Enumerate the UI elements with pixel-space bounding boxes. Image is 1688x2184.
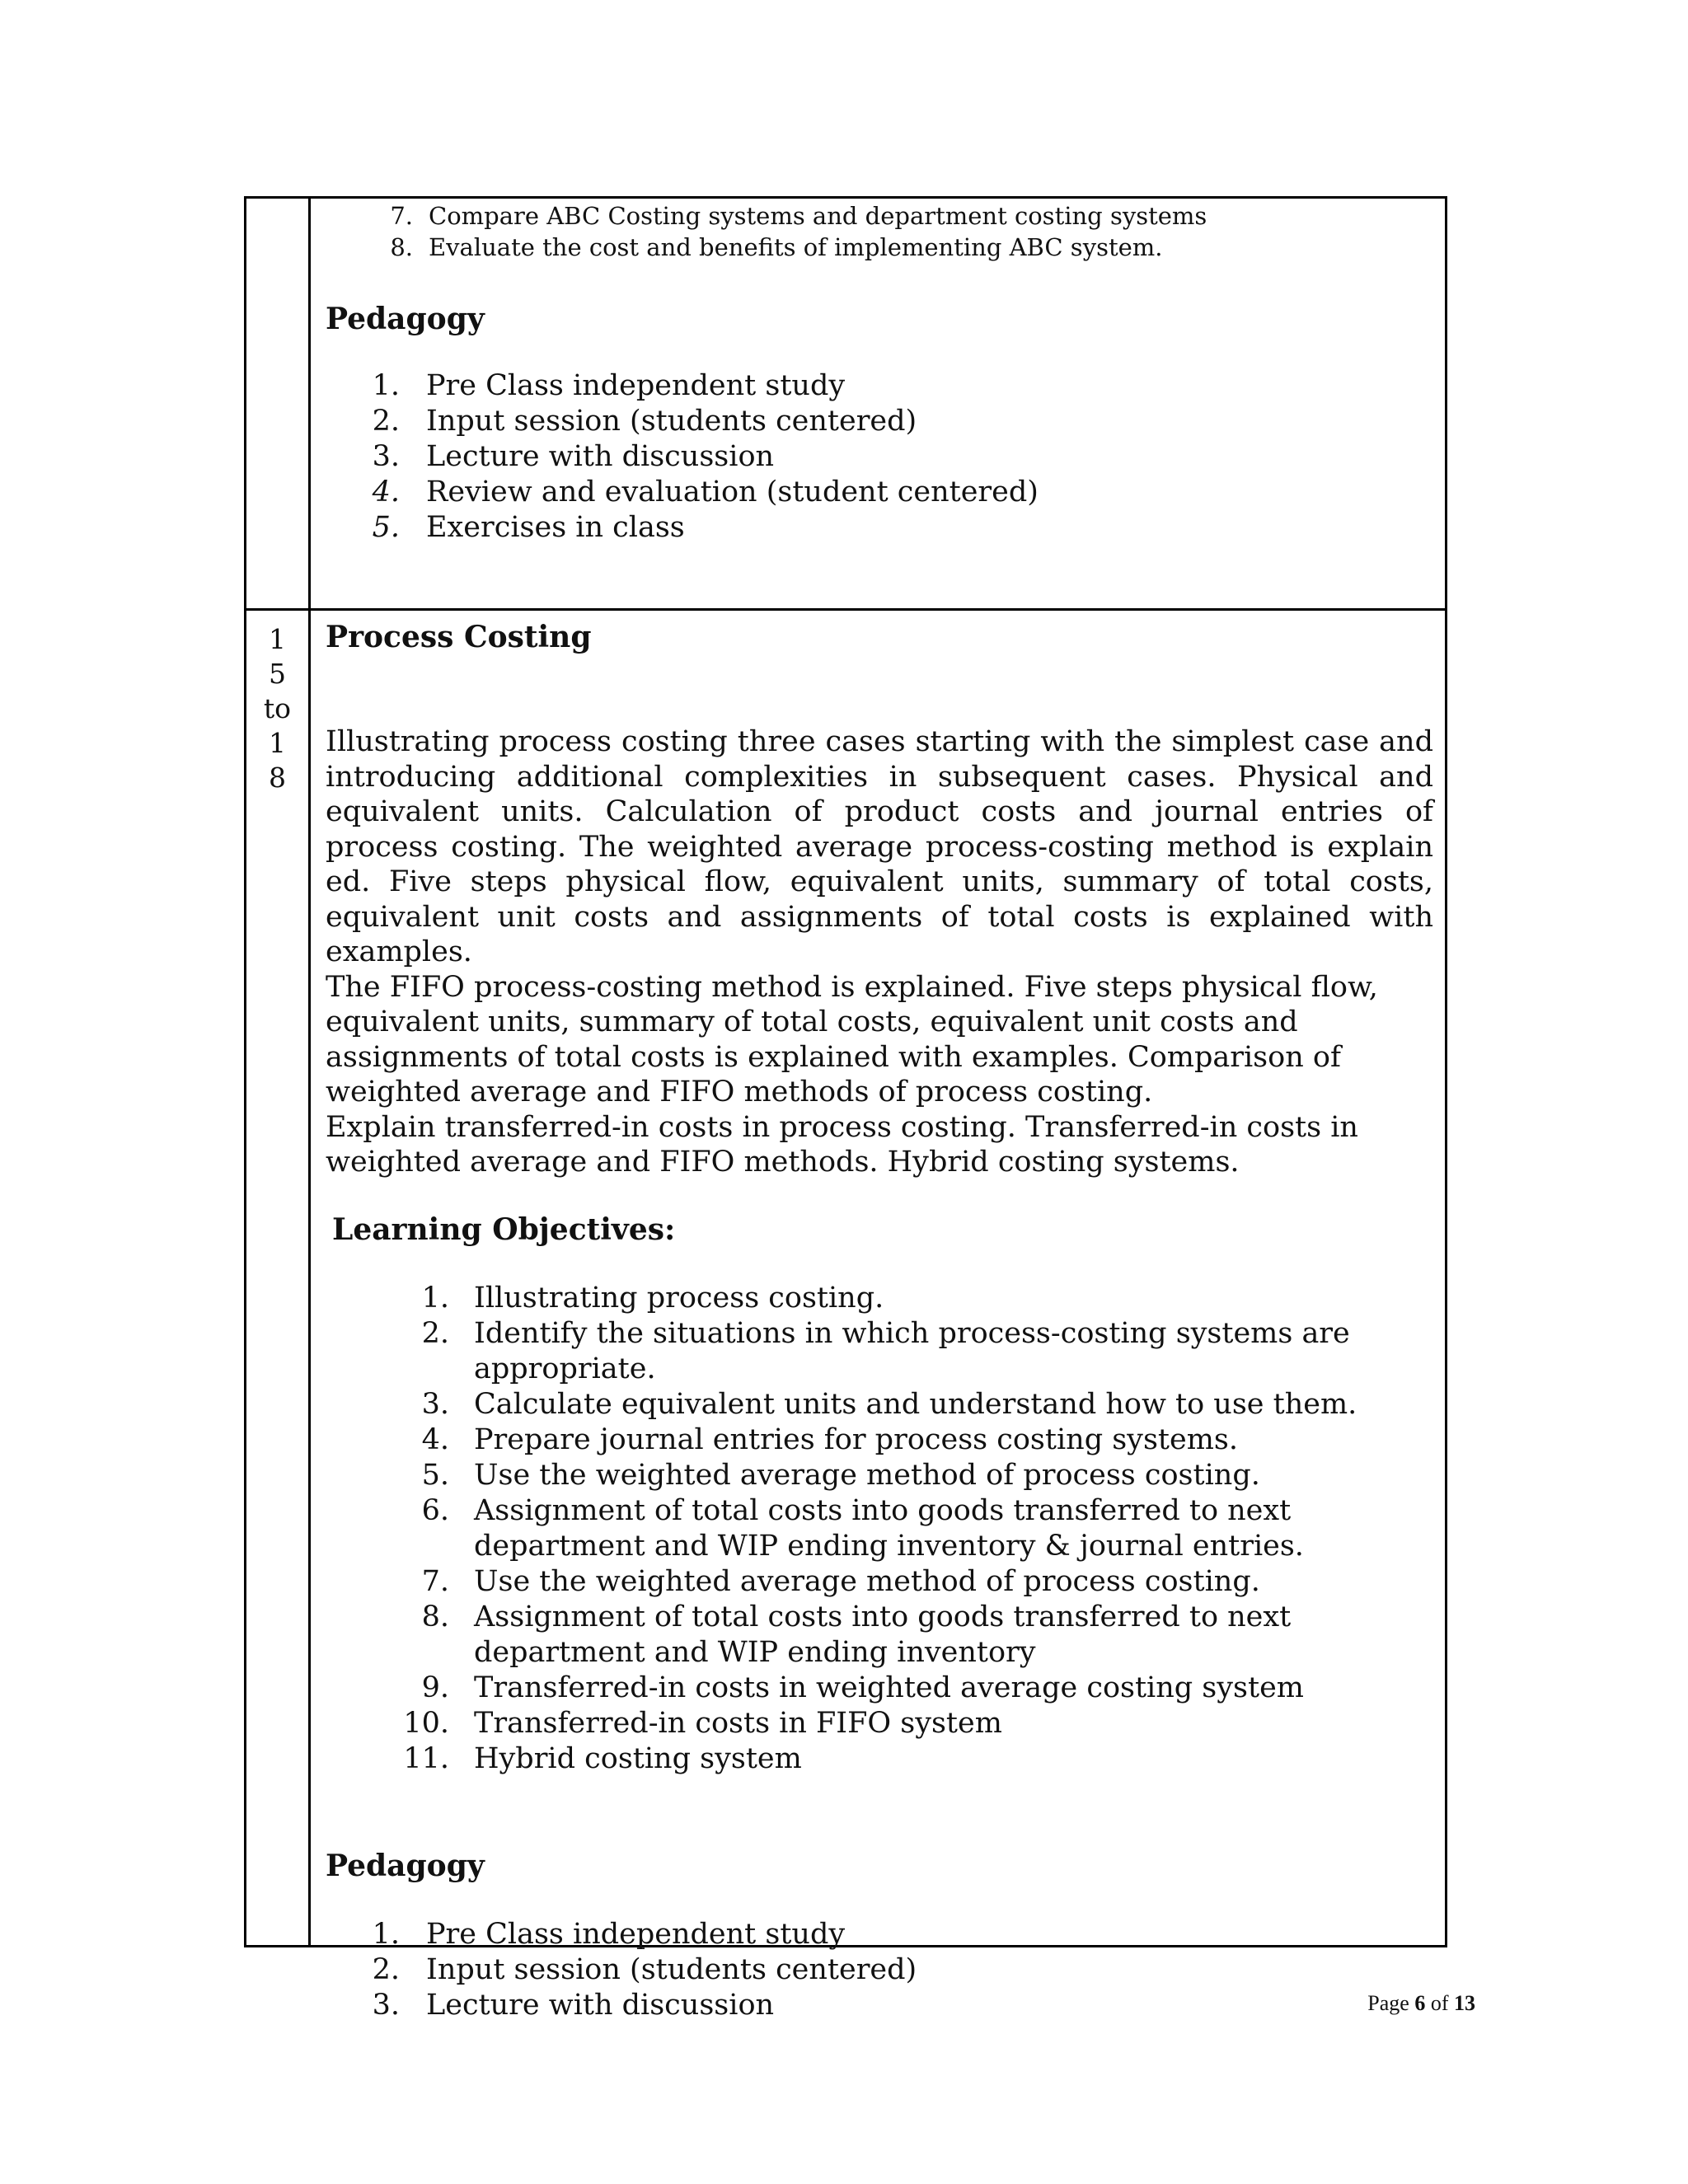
- continued-objectives-list: [326, 200, 1433, 263]
- description-paragraph: The FIFO process-costing method is explained. Five steps physical flow, equivalent units, summary of total costs, equivalent unit costs and assignments of total costs is explained with examples. Comparison of weighted average and FIFO methods of process costing.: [326, 970, 1378, 1108]
- list-item: 3. Lecture with discussion: [372, 440, 775, 473]
- list-item: 3. Lecture with discussion: [372, 1988, 775, 2022]
- pedagogy-list: [326, 368, 1433, 546]
- page-number: Page 6 of 13: [1367, 1991, 1475, 2015]
- list-item: 1. Illustrating process costing.: [421, 1281, 884, 1315]
- list-item: 7. Use the weighted average method of process costing.: [421, 1564, 1260, 1598]
- list-item: 4. Prepare journal entries for process costing systems.: [421, 1422, 1238, 1456]
- list-item: 9. Transferred-in costs in weighted average costing system: [421, 1671, 1304, 1704]
- column-divider: [308, 611, 311, 1945]
- list-item: 7. Compare ABC Costing systems and department costing systems: [390, 202, 1207, 230]
- description-paragraph: Explain transferred-in costs in process costing. Transferred-in costs in weighted average and FIFO methods. Hybrid costing systems.: [326, 1110, 1358, 1179]
- table-row-continued: [244, 196, 1447, 611]
- row-content: [326, 199, 1433, 546]
- list-item: 6. Assignment of total costs into goods transferred to next department and WIP ending inventory & journal entries.: [421, 1493, 1304, 1563]
- list-item: 5. Exercises in class: [372, 511, 685, 544]
- list-item: 5. Use the weighted average method of process costing.: [421, 1458, 1260, 1492]
- learning-objectives-heading: Learning Objectives:: [332, 1212, 676, 1247]
- list-item: 4. Review and evaluation (student centered): [372, 476, 1039, 509]
- list-item: 2. Input session (students centered): [372, 405, 917, 438]
- list-item: 2. Input session (students centered): [372, 1952, 917, 1986]
- list-item: 8. Assignment of total costs into goods transferred to next department and WIP ending inventory: [421, 1600, 1292, 1669]
- list-item: 8. Evaluate the cost and benefits of implementing ABC system.: [390, 233, 1163, 261]
- pedagogy-heading: Pedagogy: [326, 1848, 485, 1883]
- list-item: 1. Pre Class independent study: [372, 1917, 846, 1951]
- description-paragraph: Illustrating process costing three cases starting with the simplest case and introducing additional complexities in subsequent cases. Physical and equivalent units. Calculation of product costs and journal entries of process costing. The weighted average process-costing method is explain ed. Five steps physical flow, equivalent units, summary of total costs, equivalent unit costs and assignments of total costs is explained with examples.: [326, 725, 1433, 968]
- topic-title: Process Costing: [326, 620, 592, 654]
- session-number: 1 5 to 1 8: [263, 623, 292, 794]
- list-item: 3. Calculate equivalent units and understand how to use them.: [421, 1387, 1357, 1421]
- list-item: 11. Hybrid costing system: [403, 1741, 802, 1775]
- learning-objectives-list: [326, 1281, 1433, 1777]
- column-divider: [308, 199, 311, 608]
- list-item: 10. Transferred-in costs in FIFO system: [403, 1706, 1002, 1740]
- row-content: [326, 611, 1433, 2023]
- list-item: 2. Identify the situations in which process-costing systems are appropriate.: [421, 1316, 1350, 1385]
- pedagogy-heading: Pedagogy: [326, 302, 485, 336]
- list-item: 1. Pre Class independent study: [372, 369, 846, 402]
